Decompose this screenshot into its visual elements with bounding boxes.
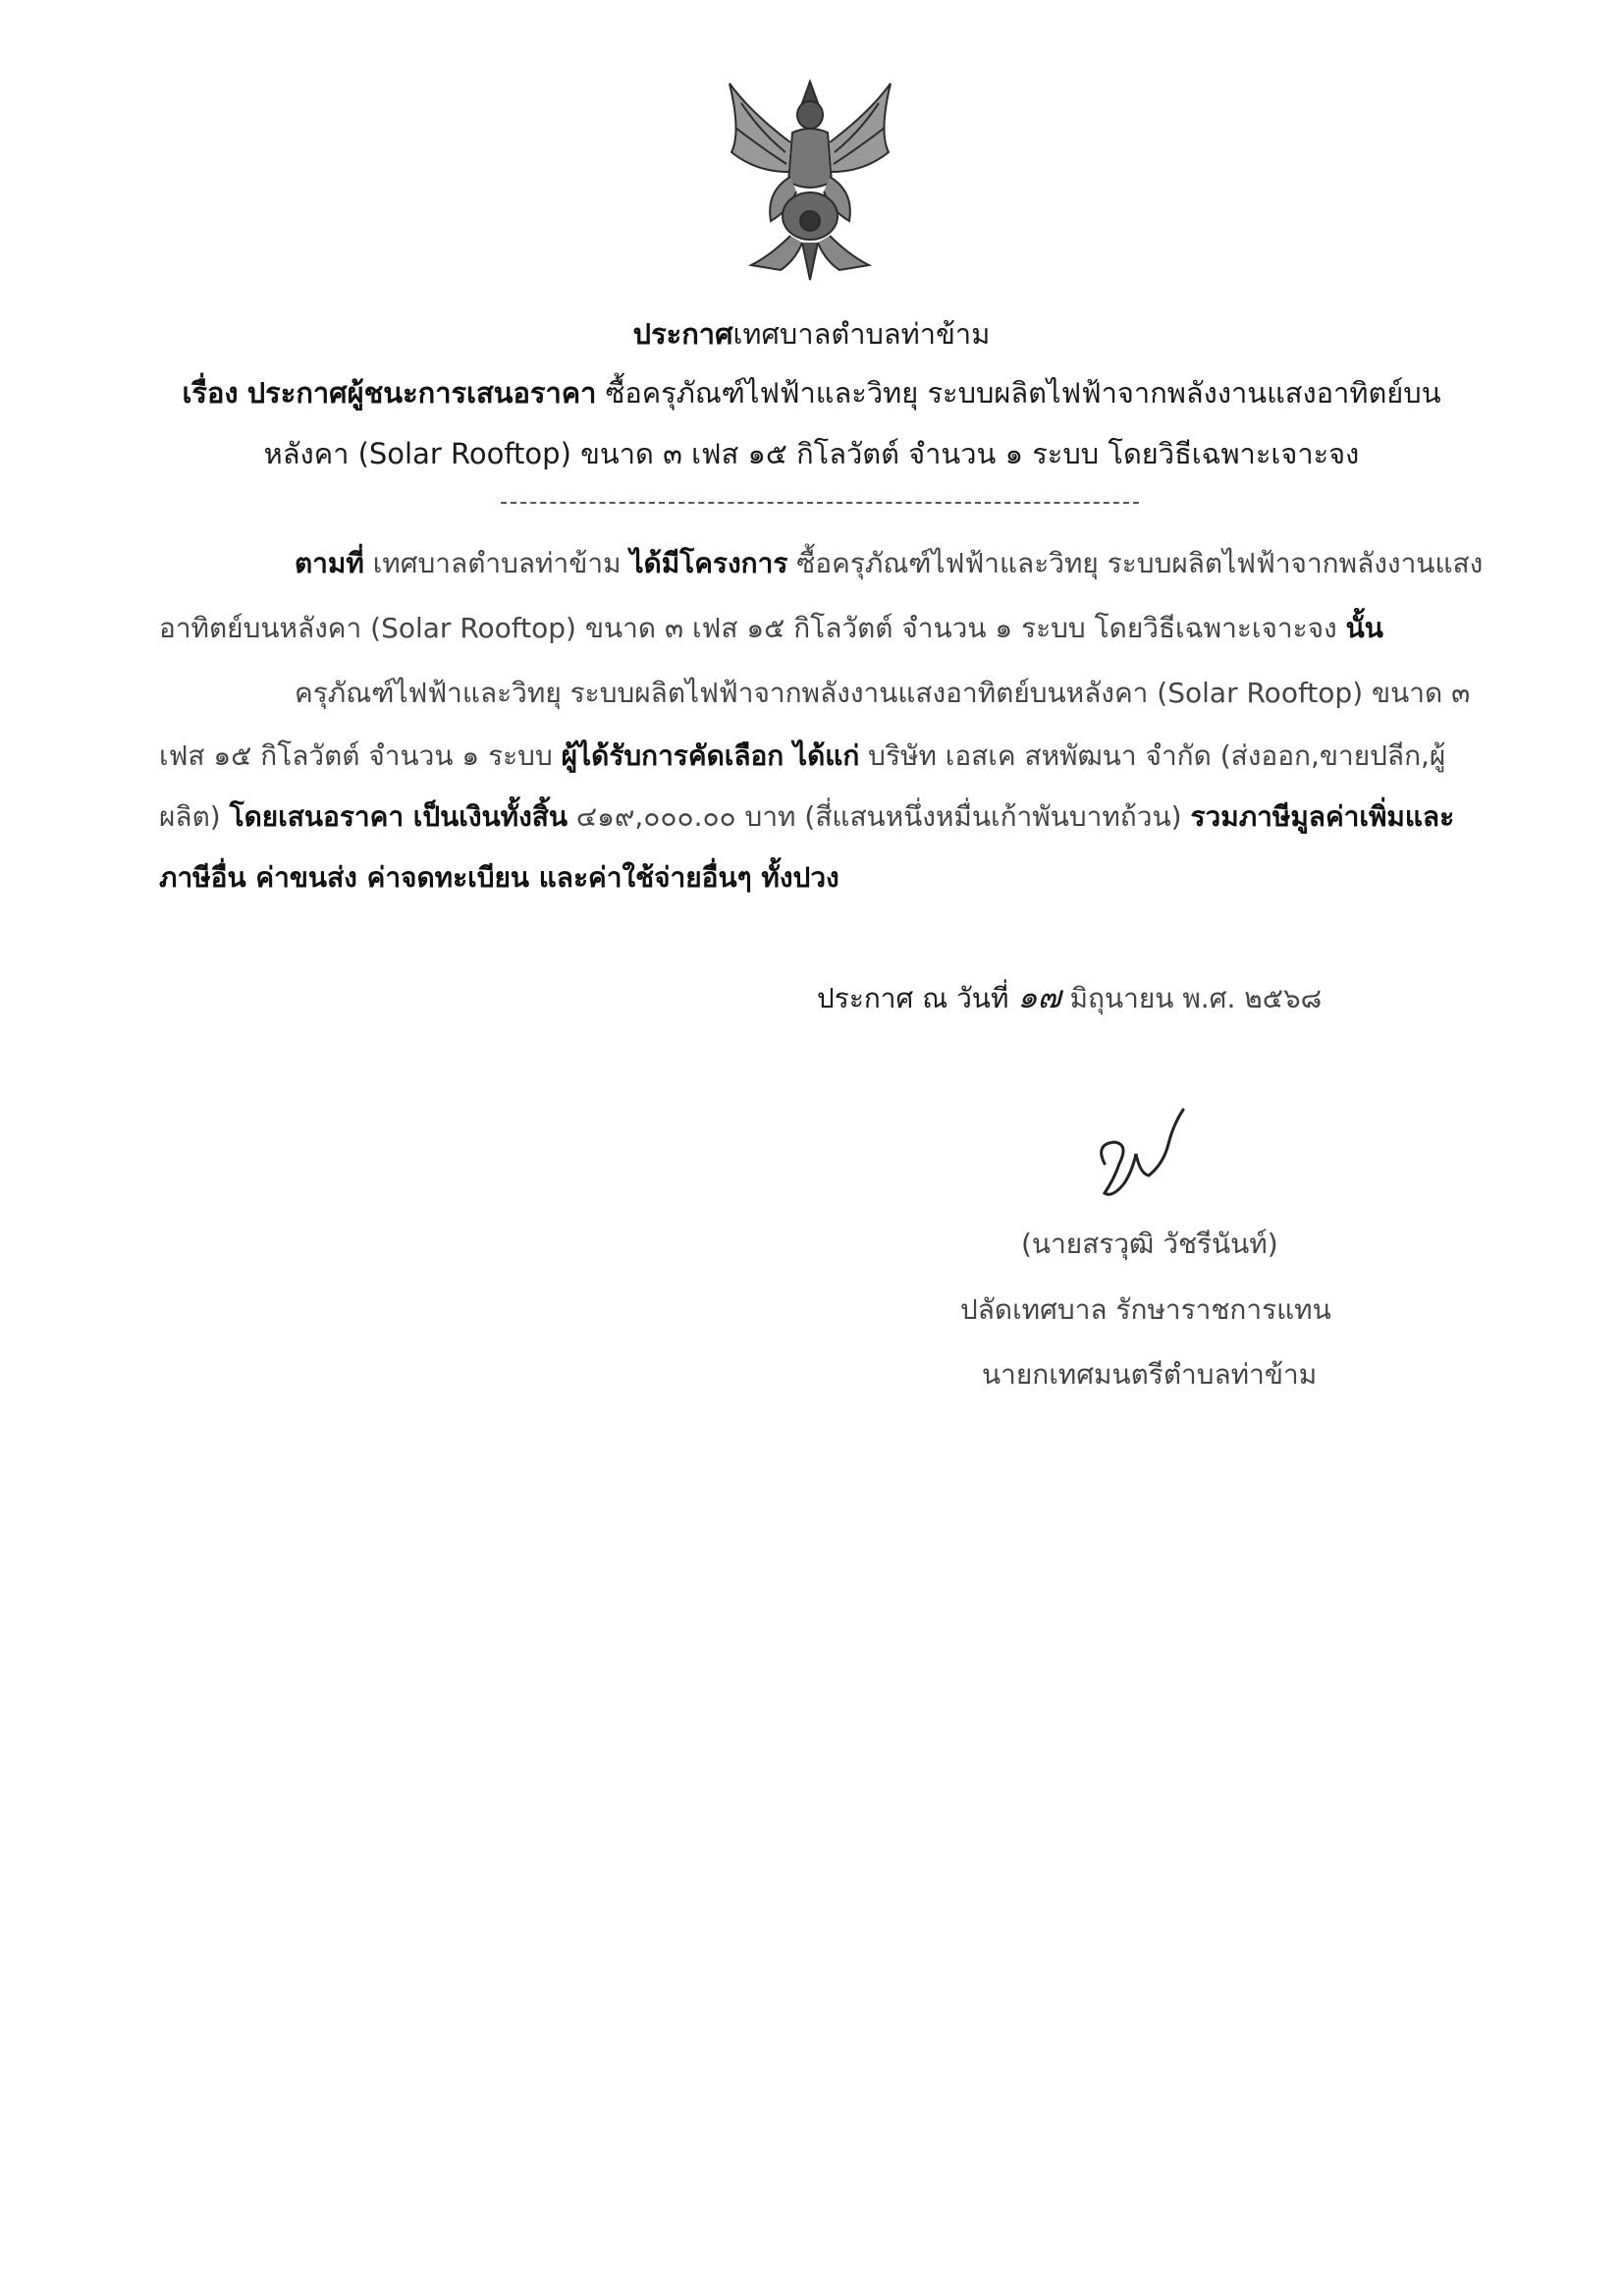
subject-rest: ซื้อครุภัณฑ์ไฟฟ้าและวิทยุ ระบบผลิตไฟฟ้าจากพลังงานแสงอาทิตย์บน bbox=[605, 376, 1441, 410]
announcement-date bbox=[817, 975, 1322, 1020]
subject-bold: ประกาศผู้ชนะการเสนอราคา bbox=[246, 376, 597, 410]
p2-winner: บริษัท เอสเค สหพัฒนา จำกัด (ส่งออก,ขายปลีก,ผู้ bbox=[868, 739, 1446, 772]
p1-lead: ตามที่ bbox=[295, 547, 364, 579]
announcement-prefix: ประกาศ bbox=[632, 317, 733, 351]
announcement-org bbox=[0, 312, 1623, 355]
paragraph-1-line-1 bbox=[295, 542, 1483, 585]
p2-amount: ๔๑๙,๐๐๐.๐๐ บาท (สี่แสนหนึ่งหมื่นเก้าพันบาทถ้วน) bbox=[575, 800, 1182, 833]
paragraph-1-line-2 bbox=[159, 607, 1383, 650]
date-day: ๑๗ bbox=[1017, 978, 1061, 1015]
date-label: ประกาศ ณ วันที่ bbox=[817, 982, 1009, 1014]
p2-item-cont: เฟส ๑๕ กิโลวัตต์ จำนวน ๑ ระบบ bbox=[159, 739, 553, 772]
subject-line-1 bbox=[0, 371, 1623, 414]
date-month-year: มิถุนายน พ.ศ. ๒๕๖๘ bbox=[1069, 982, 1323, 1014]
p1-project-label: ได้มีโครงการ bbox=[629, 547, 788, 579]
divider bbox=[501, 502, 1139, 504]
garuda-emblem bbox=[712, 74, 908, 290]
p1-project: ซื้อครุภัณฑ์ไฟฟ้าและวิทยุ ระบบผลิตไฟฟ้าจากพลังงานแสง bbox=[796, 547, 1484, 579]
org-name: เทศบาลตำบลท่าข้าม bbox=[732, 317, 991, 351]
p2-tax-label: รวมภาษีมูลค่าเพิ่มและ bbox=[1190, 800, 1455, 833]
signatory-title: นายกเทศมนตรีตำบลท่าข้าม bbox=[982, 1358, 1318, 1391]
p1-end: นั้น bbox=[1345, 612, 1383, 644]
paragraph-2-line-4 bbox=[159, 856, 839, 900]
subject-line-2: หลังคา (Solar Rooftop) ขนาด ๓ เฟส ๑๕ กิโลวัตต์ จำนวน ๑ ระบบ โดยวิธีเฉพาะเจาะจง bbox=[263, 437, 1360, 470]
p2-item: ครุภัณฑ์ไฟฟ้าและวิทยุ ระบบผลิตไฟฟ้าจากพลังงานแสงอาทิตย์บนหลังคา (Solar Rooftop) ขนาด ๓ bbox=[295, 677, 1471, 709]
signatory-position: ปลัดเทศบาล รักษาราชการแทน bbox=[960, 1293, 1331, 1326]
handwritten-signature bbox=[1075, 1105, 1222, 1213]
p1-project-cont: อาทิตย์บนหลังคา (Solar Rooftop) ขนาด ๓ เฟส ๑๕ กิโลวัตต์ จำนวน ๑ ระบบ โดยวิธีเฉพาะเจาะจง bbox=[159, 612, 1337, 644]
p1-org: เทศบาลตำบลท่าข้าม bbox=[372, 547, 622, 579]
paragraph-2-line-1 bbox=[295, 672, 1470, 715]
signatory-name: (นายสรวุฒิ วัชรีนันท์) bbox=[1021, 1228, 1278, 1260]
p2-winner-label: ผู้ได้รับการคัดเลือก ได้แก่ bbox=[561, 739, 860, 772]
paragraph-2-line-2 bbox=[159, 735, 1445, 778]
p2-tax-cont: ภาษีอื่น ค่าขนส่ง ค่าจดทะเบียน และค่าใช้จ่ายอื่นๆ ทั้งปวง bbox=[159, 861, 839, 894]
p2-winner-cont: ผลิต) bbox=[159, 800, 221, 833]
paragraph-2-line-3 bbox=[159, 795, 1454, 839]
p2-price-label: โดยเสนอราคา เป็นเงินทั้งสิ้น bbox=[229, 800, 568, 833]
subject-label: เรื่อง bbox=[182, 376, 239, 410]
